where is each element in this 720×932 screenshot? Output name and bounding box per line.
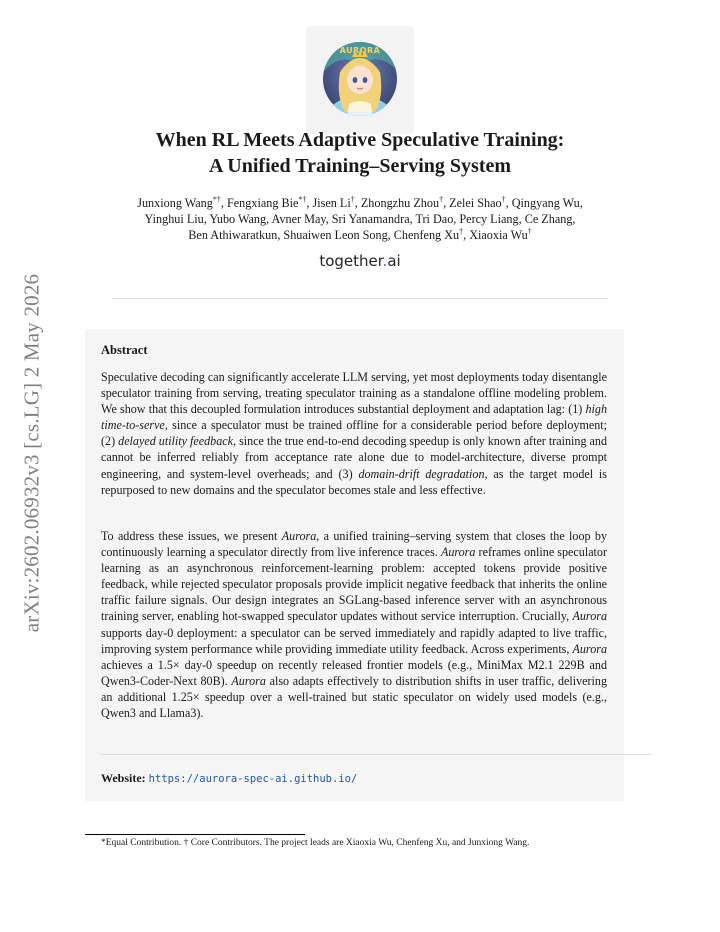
author-list-line-2: Yinghui Liu, Yubo Wang, Avner May, Sri Yanamandra, Tri Dao, Percy Liang, Ce Zhang,: [144, 212, 576, 226]
abstract-heading: Abstract: [101, 343, 148, 357]
title-divider: [112, 298, 608, 299]
abstract-divider: [101, 754, 651, 755]
logo-text: AURORA: [339, 46, 381, 55]
website-label: Website:: [101, 771, 146, 785]
website-link[interactable]: https://aurora-spec-ai.github.io/: [148, 773, 358, 785]
logo-emblem: [323, 42, 397, 116]
aurora-logo: [306, 26, 414, 134]
author-list-line-3: Ben Athiwaratkun, Shuaiwen Leon Song, Chenfeng Xu†, Xiaoxia Wu†: [188, 226, 532, 242]
arxiv-identifier: arXiv:2602.06932v3 [cs.LG] 2 May 2026: [19, 273, 44, 633]
website-line: [101, 771, 357, 786]
org-name: together: [319, 252, 383, 270]
paper-title-line-2: A Unified Training–Serving System: [208, 155, 512, 177]
footnote-rule: [85, 834, 305, 835]
footnote: *Equal Contribution. † Core Contributors. The project leads are Xiaoxia Wu, Chenfeng Xu, and Junxiong Wang.: [101, 838, 530, 848]
org-suffix: ai: [387, 252, 401, 270]
abstract-paragraph-1: Speculative decoding can significantly accelerate LLM serving, yet most deployments today disentangle speculator training from serving, treating speculator training as a standalone offline modeling problem. We show that this decoupled formulation introduces substantial deployment and adaptation lag: (1) high time-to-serve, since a speculator must be trained offline for a considerable period before deployment; (2) delayed utility feedback, since the true end-to-end decoding speedup is only known after training and cannot be inferred reliably from acceptance rate alone due to model-architecture, diverse prompt engineering, and system-level overheads; and (3) domain-drift degradation, as the target model is repurposed to new domains and the speculator becomes stale and less effective.: [101, 370, 607, 497]
paper-title-line-1: When RL Meets Adaptive Speculative Training:: [155, 129, 565, 151]
author-list-line-1: Junxiong Wang*†, Fengxiang Bie*†, Jisen Li†, Zhongzhu Zhou†, Zelei Shao†, Qingyang Wu,: [137, 194, 583, 210]
org-dot: .: [382, 252, 388, 270]
organization-logo: [0, 252, 720, 270]
abstract-paragraph-2: To address these issues, we present Aurora, a unified training–serving system that closes the loop by continuously learning a speculator directly from live inference traces. Aurora reframes online speculator learning as an asynchronous reinforcement-learning problem: accepted tokens provide positive feedback, while rejected speculator proposals provide implicit negative feedback that inherits the online traffic failure signals. Our design integrates an SGLang-based inference server with an asynchronous training server, enabling hot-swapped speculator updates without service interruption. Crucially, Aurora supports day-0 deployment: a speculator can be served immediately and rapidly adapted to live traffic, improving system performance while providing immediate utility feedback. Across experiments, Aurora achieves a 1.5× day-0 speedup on recently released frontier models (e.g., MiniMax M2.1 229B and Qwen3-Coder-Next 80B). Aurora also adapts effectively to distribution shifts in user traffic, delivering an additional 1.25× speedup over a well-trained but static speculator on widely used models (e.g., Qwen3 and Llama3).: [101, 529, 607, 721]
